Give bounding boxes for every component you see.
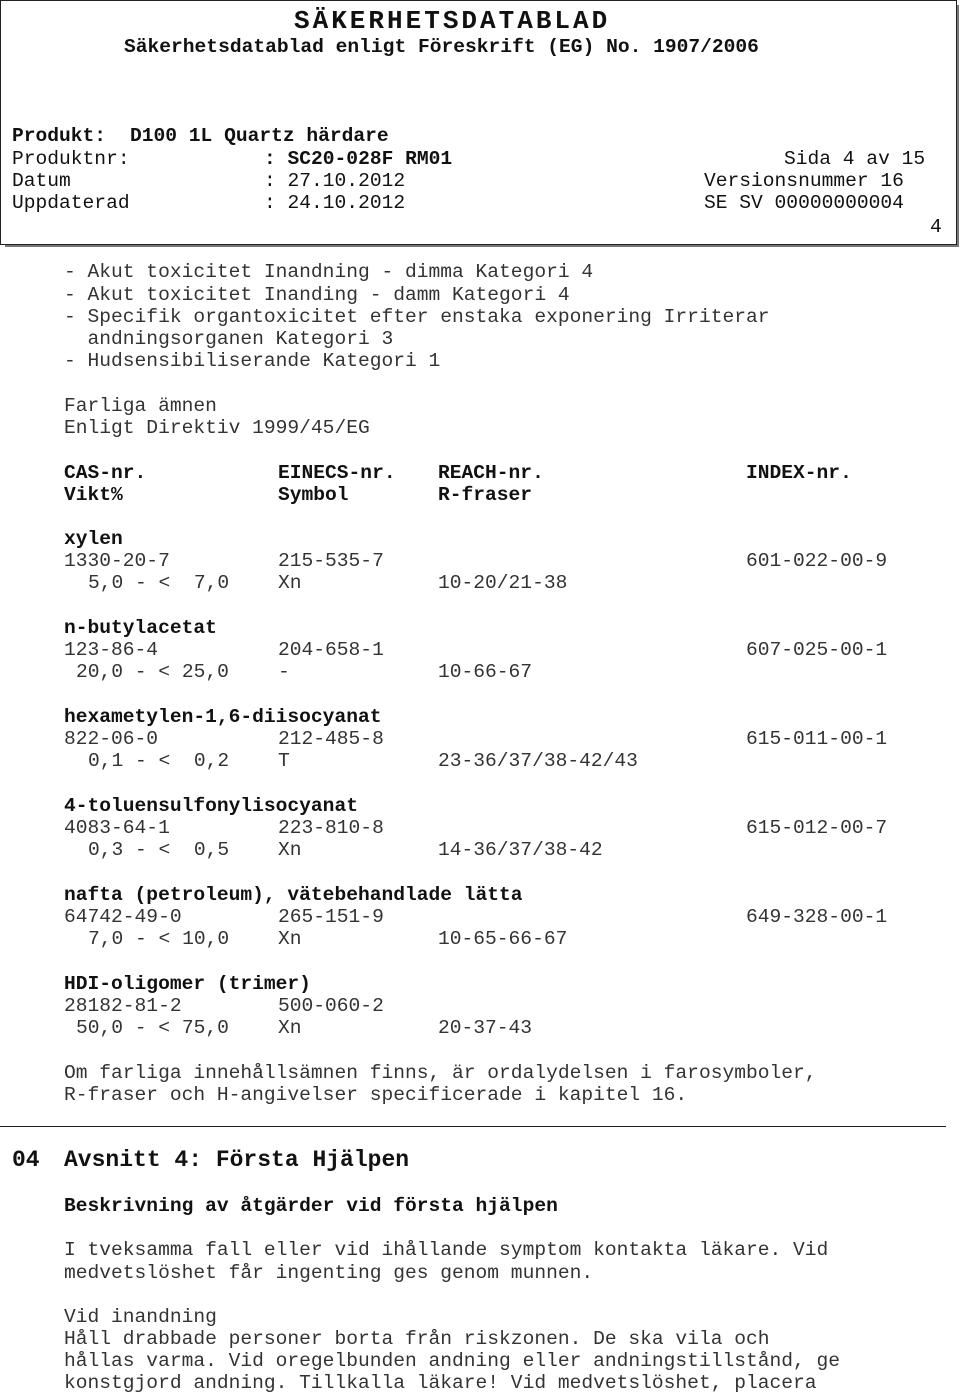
substance-index: 601-022-00-9 bbox=[746, 550, 888, 572]
inhalation-line: Håll drabbade personer borta från riskzonen. De ska vila och bbox=[64, 1328, 770, 1350]
header-reach: REACH-nr. bbox=[438, 462, 544, 484]
date-value: : 27.10.2012 bbox=[264, 170, 406, 192]
substance-einecs: 204-658-1 bbox=[278, 639, 384, 661]
document-subtitle: Säkerhetsdatablad enligt Föreskrift (EG) No. 1907/2006 bbox=[124, 36, 759, 58]
substance-cas: 822-06-0 bbox=[64, 728, 159, 750]
directive-text: Enligt Direktiv 1999/45/EG bbox=[64, 417, 370, 439]
header-symbol: Symbol bbox=[278, 484, 349, 506]
substance-symbol: Xn bbox=[278, 1017, 302, 1039]
section-number: 04 bbox=[12, 1147, 40, 1173]
substance-name: hexametylen-1,6-diisocyanat bbox=[64, 706, 382, 728]
section-subheading: Beskrivning av åtgärder vid första hjälpen bbox=[64, 1195, 558, 1217]
classification-line: - Hudsensibiliserande Kategori 1 bbox=[64, 350, 441, 372]
inhalation-line: hållas varma. Vid oregelbunden andning eller andningstillstånd, ge bbox=[64, 1350, 841, 1372]
substance-einecs: 215-535-7 bbox=[278, 550, 384, 572]
substance-cas: 28182-81-2 bbox=[64, 995, 182, 1017]
substance-symbol: - bbox=[278, 661, 290, 683]
productnr-label: Produktnr: bbox=[12, 148, 130, 170]
substance-name: 4-toluensulfonylisocyanat bbox=[64, 795, 358, 817]
header-rphrases: R-fraser bbox=[438, 484, 533, 506]
footnote-line: R-fraser och H-angivelser specificerade i kapitel 16. bbox=[64, 1084, 688, 1106]
substance-rphrases: 14-36/37/38-42 bbox=[438, 839, 603, 861]
updated-value: : 24.10.2012 bbox=[264, 192, 406, 214]
substance-rphrases: 23-36/37/38-42/43 bbox=[438, 750, 638, 772]
substance-name: nafta (petroleum), vätebehandlade lätta bbox=[64, 884, 523, 906]
substance-rphrases: 10-66-67 bbox=[438, 661, 533, 683]
page-info: Sida 4 av 15 bbox=[784, 148, 926, 170]
substance-weight: 7,0 - < 10,0 bbox=[88, 928, 230, 950]
substance-name: HDI-oligomer (trimer) bbox=[64, 973, 311, 995]
classification-line: - Akut toxicitet Inanding - damm Kategori 4 bbox=[64, 284, 570, 306]
classification-line: - Specifik organtoxicitet efter enstaka exponering Irriterar bbox=[64, 306, 770, 328]
header-weight: Vikt% bbox=[64, 484, 123, 506]
substance-weight: 5,0 - < 7,0 bbox=[88, 572, 230, 594]
substance-symbol: T bbox=[278, 750, 290, 772]
section-title: Avsnitt 4: Första Hjälpen bbox=[64, 1147, 410, 1173]
product-label: Produkt: bbox=[12, 125, 107, 147]
product-value: D100 1L Quartz härdare bbox=[130, 125, 389, 147]
substance-index: 615-011-00-1 bbox=[746, 728, 888, 750]
section-separator bbox=[0, 1126, 946, 1127]
footnote-line: Om farliga innehållsämnen finns, är ordalydelsen i farosymboler, bbox=[64, 1062, 817, 1084]
substance-name: xylen bbox=[64, 528, 123, 550]
substance-cas: 1330-20-7 bbox=[64, 550, 170, 572]
substance-symbol: Xn bbox=[278, 928, 302, 950]
inhalation-heading: Vid inandning bbox=[64, 1306, 217, 1328]
substance-cas: 64742-49-0 bbox=[64, 906, 182, 928]
substance-einecs: 500-060-2 bbox=[278, 995, 384, 1017]
substance-index: 649-328-00-1 bbox=[746, 906, 888, 928]
substance-einecs: 212-485-8 bbox=[278, 728, 384, 750]
substance-weight: 20,0 - < 25,0 bbox=[76, 661, 229, 683]
substance-weight: 0,3 - < 0,5 bbox=[88, 839, 230, 861]
hazard-heading: Farliga ämnen bbox=[64, 395, 217, 417]
general-advice-line: I tveksamma fall eller vid ihållande symptom kontakta läkare. Vid bbox=[64, 1239, 829, 1261]
date-label: Datum bbox=[12, 170, 71, 192]
substance-index: 615-012-00-7 bbox=[746, 817, 888, 839]
header-index: INDEX-nr. bbox=[746, 462, 852, 484]
substance-rphrases: 20-37-43 bbox=[438, 1017, 533, 1039]
substance-weight: 0,1 - < 0,2 bbox=[88, 750, 230, 772]
substance-name: n-butylacetat bbox=[64, 617, 217, 639]
productnr-value: : SC20-028F RM01 bbox=[264, 148, 453, 170]
classification-line: andningsorganen Kategori 3 bbox=[64, 328, 394, 350]
substance-einecs: 223-810-8 bbox=[278, 817, 384, 839]
version-info: Versionsnummer 16 bbox=[704, 170, 904, 192]
classification-line: - Akut toxicitet Inandning - dimma Kategori 4 bbox=[64, 261, 594, 283]
inhalation-line: konstgjord andning. Tillkalla läkare! Vid medvetslöshet, placera bbox=[64, 1372, 817, 1394]
updated-label: Uppdaterad bbox=[12, 192, 130, 214]
substance-rphrases: 10-65-66-67 bbox=[438, 928, 568, 950]
code-suffix: 4 bbox=[930, 216, 942, 238]
substance-cas: 4083-64-1 bbox=[64, 817, 170, 839]
document-title: SÄKERHETSDATABLAD bbox=[294, 6, 611, 36]
code-info: SE SV 00000000004 bbox=[704, 192, 904, 214]
header-einecs: EINECS-nr. bbox=[278, 462, 396, 484]
substance-cas: 123-86-4 bbox=[64, 639, 159, 661]
substance-symbol: Xn bbox=[278, 839, 302, 861]
general-advice-line: medvetslöshet får ingenting ges genom munnen. bbox=[64, 1262, 594, 1284]
substance-rphrases: 10-20/21-38 bbox=[438, 572, 568, 594]
substance-symbol: Xn bbox=[278, 572, 302, 594]
header-cas: CAS-nr. bbox=[64, 462, 147, 484]
substance-weight: 50,0 - < 75,0 bbox=[76, 1017, 229, 1039]
substance-index: 607-025-00-1 bbox=[746, 639, 888, 661]
substance-einecs: 265-151-9 bbox=[278, 906, 384, 928]
